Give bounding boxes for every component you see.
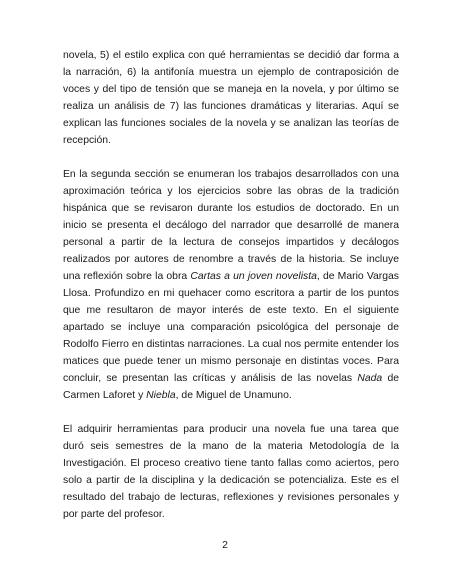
text-segment: , de Miguel de Unamuno.	[175, 390, 292, 401]
paragraph-2	[63, 166, 399, 404]
book-title: Nada	[357, 373, 383, 384]
text-segment: de Carmen Laforet y	[63, 373, 399, 401]
body-text	[63, 47, 399, 540]
text-segment: novela, 5) el estilo explica con qué herramientas se decidió dar forma a la narración, 6) la antifonía muestra un ejemplo de contraposición de voces y del tipo de tensión que se maneja en la novela, y por último se realiza un análisis de 7) las funciones dramáticas y literarias. Aquí se explican las funciones sociales de la novela y se analizan las teorías de recepción.	[63, 50, 399, 146]
text-segment: , de Mario Vargas Llosa. Profundizo en mi quehacer como escritora a partir de los puntos que me resultaron de mayor interés de este texto. En el siguiente apartado se incluye una comparación psicológica del personaje de Rodolfo Fierro en distintas narraciones. La cual nos permite entender los matices que puede tener un mismo personaje en distintas voces. Para concluir, se presentan las críticas y análisis de las novelas	[63, 271, 399, 384]
page-number: 2	[222, 540, 228, 551]
book-title: Cartas a un joven novelista	[190, 271, 317, 282]
text-segment: El adquirir herramientas para producir una novela fue una tarea que duró seis semestres de la mano de la materia Metodología de la Investigación. El proceso creativo tiene tanto fallas como aciertos, pero solo a partir de la disciplina y la dedicación se potencializa. Este es el resultado del trabajo de lecturas, reflexiones y revisiones personales y por parte del profesor.	[63, 424, 399, 520]
paragraph-1	[63, 47, 399, 149]
text-segment: En la segunda sección se enumeran los trabajos desarrollados con una aproximación teórica y los ejercicios sobre las obras de la tradición hispánica que se revisaron durante los estudios de doctorado. En un inicio se presenta el decálogo del narrador que desarrollé de manera personal a partir de la lectura de consejos impartidos y decálogos realizados por autores de renombre a través de la historia. Se incluye una reflexión sobre la obra	[63, 169, 399, 282]
book-title: Niebla	[146, 390, 176, 401]
paragraph-3	[63, 421, 399, 523]
